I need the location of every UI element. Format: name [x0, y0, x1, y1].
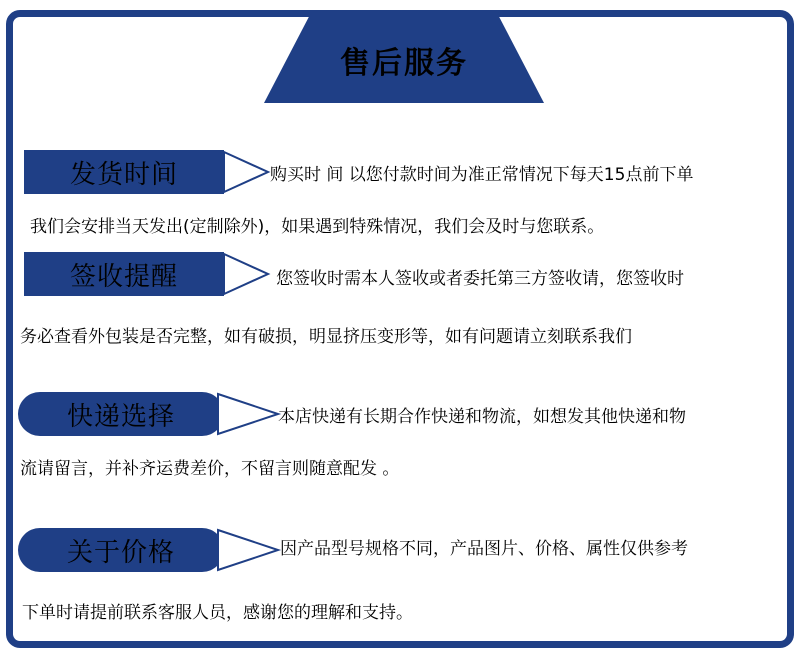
arrow-icon: [218, 392, 280, 436]
section-text-line: 购买时 间 以您付款时间为准正常情况下每天15点前下单: [270, 165, 694, 185]
section-text-line: 本店快递有长期合作快递和物流，如想发其他快递和物: [278, 407, 686, 427]
section-text-line: 您签收时需本人签收或者委托第三方签收请，您签收时: [276, 269, 684, 289]
section-label-about-price: 关于价格: [18, 528, 224, 572]
section-text-line: 下单时请提前联系客服人员，感谢您的理解和支持。: [22, 603, 413, 623]
section-label-courier-choice: 快递选择: [18, 392, 224, 436]
section-text-line: 因产品型号规格不同，产品图片、价格、属性仅供参考: [280, 539, 688, 559]
arrow-icon: [224, 252, 270, 296]
section-label-receipt-reminder: 签收提醒: [24, 252, 224, 296]
section-label-shipping-time: 发货时间: [24, 150, 224, 194]
section-text-line: 流请留言，并补齐运费差价，不留言则随意配发 。: [20, 459, 400, 479]
arrow-icon: [224, 150, 270, 194]
page-title: 售后服务: [340, 46, 468, 81]
section-text-line: 我们会安排当天发出(定制除外)，如果遇到特殊情况，我们会及时与您联系。: [30, 217, 605, 237]
section-text-line: 务必查看外包装是否完整，如有破损，明显挤压变形等，如有问题请立刻联系我们: [20, 327, 632, 347]
arrow-icon: [218, 528, 280, 572]
